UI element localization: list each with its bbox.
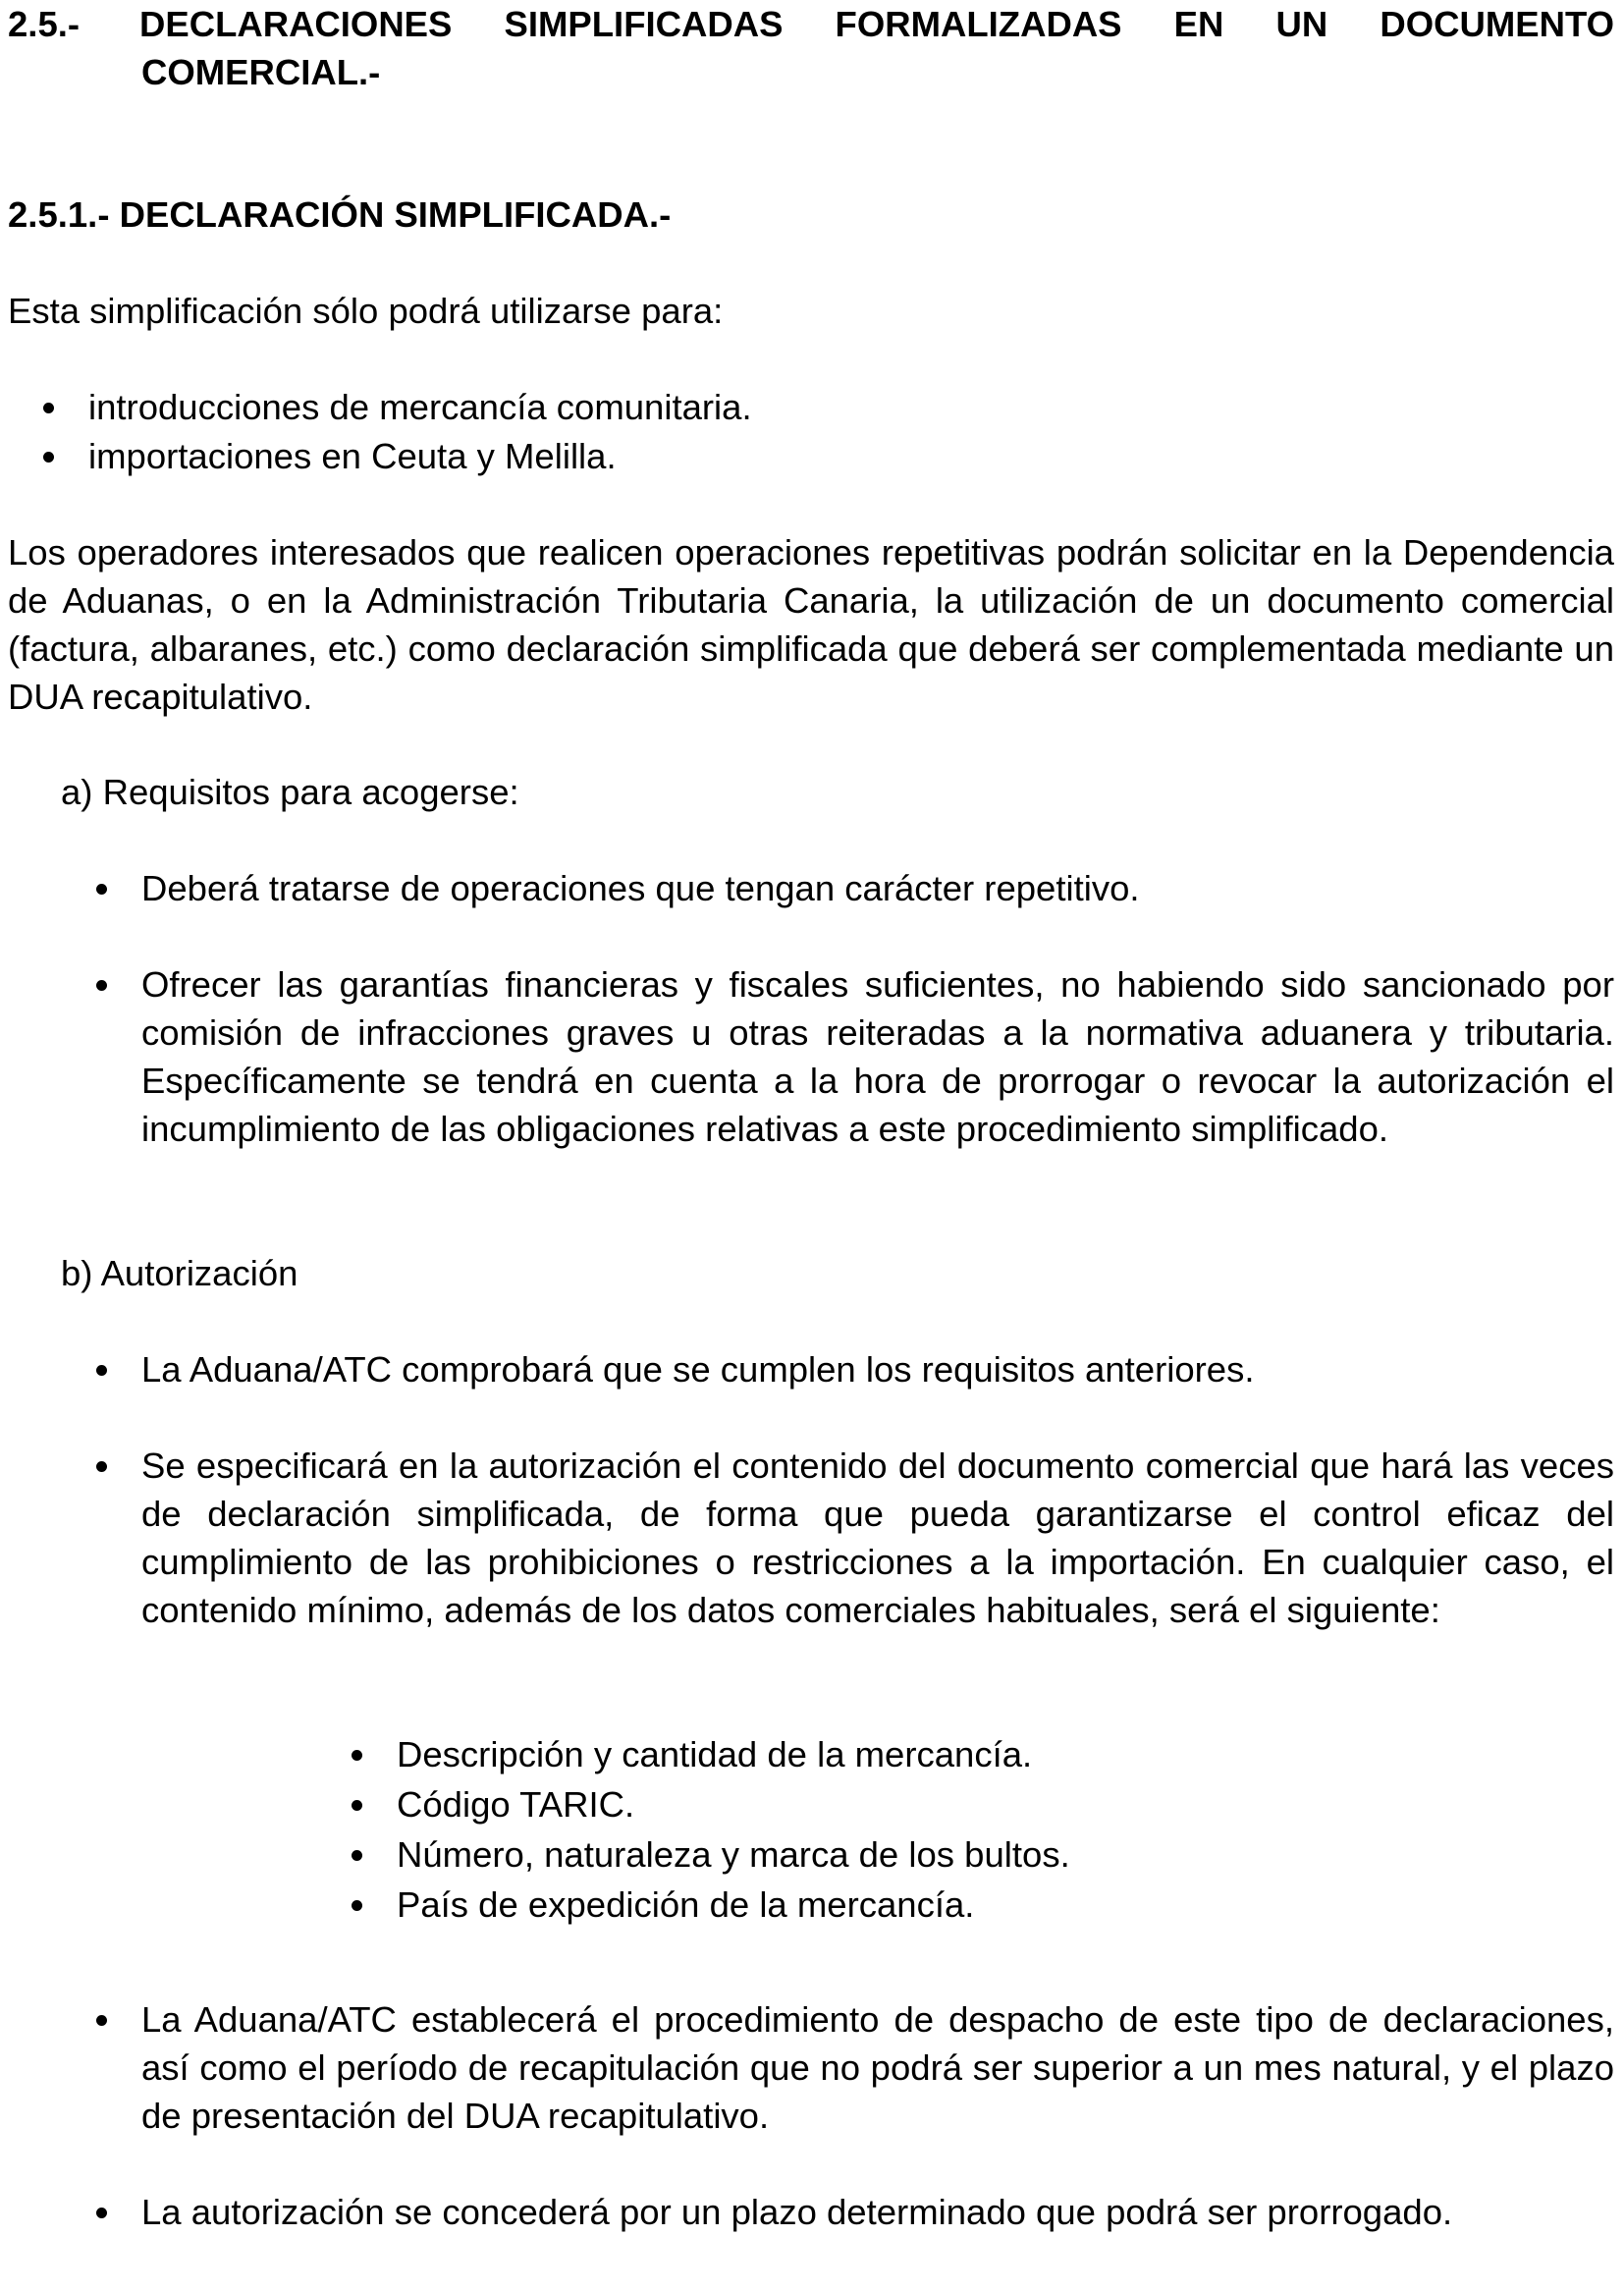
requisitos-bullet-list (141, 864, 1614, 1153)
list-item (397, 1730, 1614, 1780)
bullet-dot (43, 403, 54, 413)
list-item (141, 2188, 1614, 2236)
list-item-text: Descripción y cantidad de la mercancía. (397, 1734, 1033, 1774)
bullet-dot (96, 2015, 107, 2026)
list-item (141, 1442, 1614, 1634)
list-item-text: introducciones de mercancía comunitaria. (88, 387, 752, 427)
autorizacion-bullet-list-continued (141, 1995, 1614, 2236)
bullet-dot (96, 884, 107, 895)
section-title-line2: COMERCIAL.- (141, 52, 381, 92)
autorizacion-label: b) Autorización (61, 1253, 298, 1293)
contenido-minimo-list (397, 1730, 1614, 1931)
bullet-dot (352, 1750, 362, 1761)
list-item (141, 1345, 1614, 1442)
list-item-text: La autorización se concederá por un plazo determinado que podrá ser prorrogado. (141, 2192, 1453, 2232)
section-number: 2.5.- (8, 4, 81, 44)
bullet-dot (43, 452, 54, 463)
list-item (397, 1780, 1614, 1830)
bullet-dot (352, 1850, 362, 1861)
requisitos-label: a) Requisitos para acogerse: (61, 772, 519, 812)
intro-bullet-list (88, 383, 1614, 481)
body-paragraph: Los operadores interesados que realicen operaciones repetitivas podrán solicitar en la Dependencia de Aduanas, o en la Administración Tributaria Canaria, la utilización de un documento comercial (factura, albaranes, etc.) como declaración simplificada que deberá ser complementada mediante un DUA recapitulativo. (8, 532, 1614, 717)
bullet-dot (352, 1800, 362, 1811)
section-heading (8, 0, 1614, 48)
list-item (397, 1881, 1614, 1931)
list-item-text: La Aduana/ATC comprobará que se cumplen los requisitos anteriores. (141, 1349, 1255, 1390)
list-item-text: Ofrecer las garantías financieras y fiscales suficientes, no habiendo sido sancionado por comisión de infracciones graves u otras reiteradas a la normativa aduanera y tributaria. Específicamente se tendrá en cuenta a la hora de prorrogar o revocar la autorización el incumplimiento de las obligaciones relativas a este procedimiento simplificado. (141, 964, 1614, 1149)
list-item-text: Número, naturaleza y marca de los bultos. (397, 1834, 1070, 1875)
bullet-dot (352, 1900, 362, 1911)
list-item (141, 864, 1614, 960)
bullet-dot (96, 980, 107, 991)
list-item-text: Se especificará en la autorización el contenido del documento comercial que hará las veces de declaración simplificada, de forma que pueda garantizarse el control eficaz del cumplimiento de las prohibiciones o restricciones a la importación. En cualquier caso, el contenido mínimo, además de los datos comerciales habituales, será el siguiente: (141, 1446, 1614, 1630)
list-item (88, 432, 1614, 481)
list-item-text: País de expedición de la mercancía. (397, 1884, 975, 1925)
list-item (88, 383, 1614, 432)
bullet-dot (96, 1365, 107, 1376)
section-title-line1: DECLARACIONES SIMPLIFICADAS FORMALIZADAS EN UN DOCUMENTO (139, 4, 1614, 44)
subsection-heading: 2.5.1.- DECLARACIÓN SIMPLIFICADA.- (8, 194, 672, 235)
list-item-text: importaciones en Ceuta y Melilla. (88, 436, 617, 476)
list-item (397, 1830, 1614, 1881)
list-item (141, 960, 1614, 1153)
bullet-dot (96, 2208, 107, 2218)
bullet-dot (96, 1461, 107, 1472)
list-item-text: La Aduana/ATC establecerá el procedimiento de despacho de este tipo de declaraciones, así como el período de recapitulación que no podrá ser superior a un mes natural, y el plazo de presentación del DUA recapitulativo. (141, 1999, 1614, 2136)
intro-text: Esta simplificación sólo podrá utilizarse para: (8, 291, 724, 331)
list-item-text: Deberá tratarse de operaciones que tengan carácter repetitivo. (141, 868, 1140, 908)
list-item-text: Código TARIC. (397, 1784, 635, 1825)
autorizacion-bullet-list (141, 1345, 1614, 1634)
list-item (141, 1995, 1614, 2188)
